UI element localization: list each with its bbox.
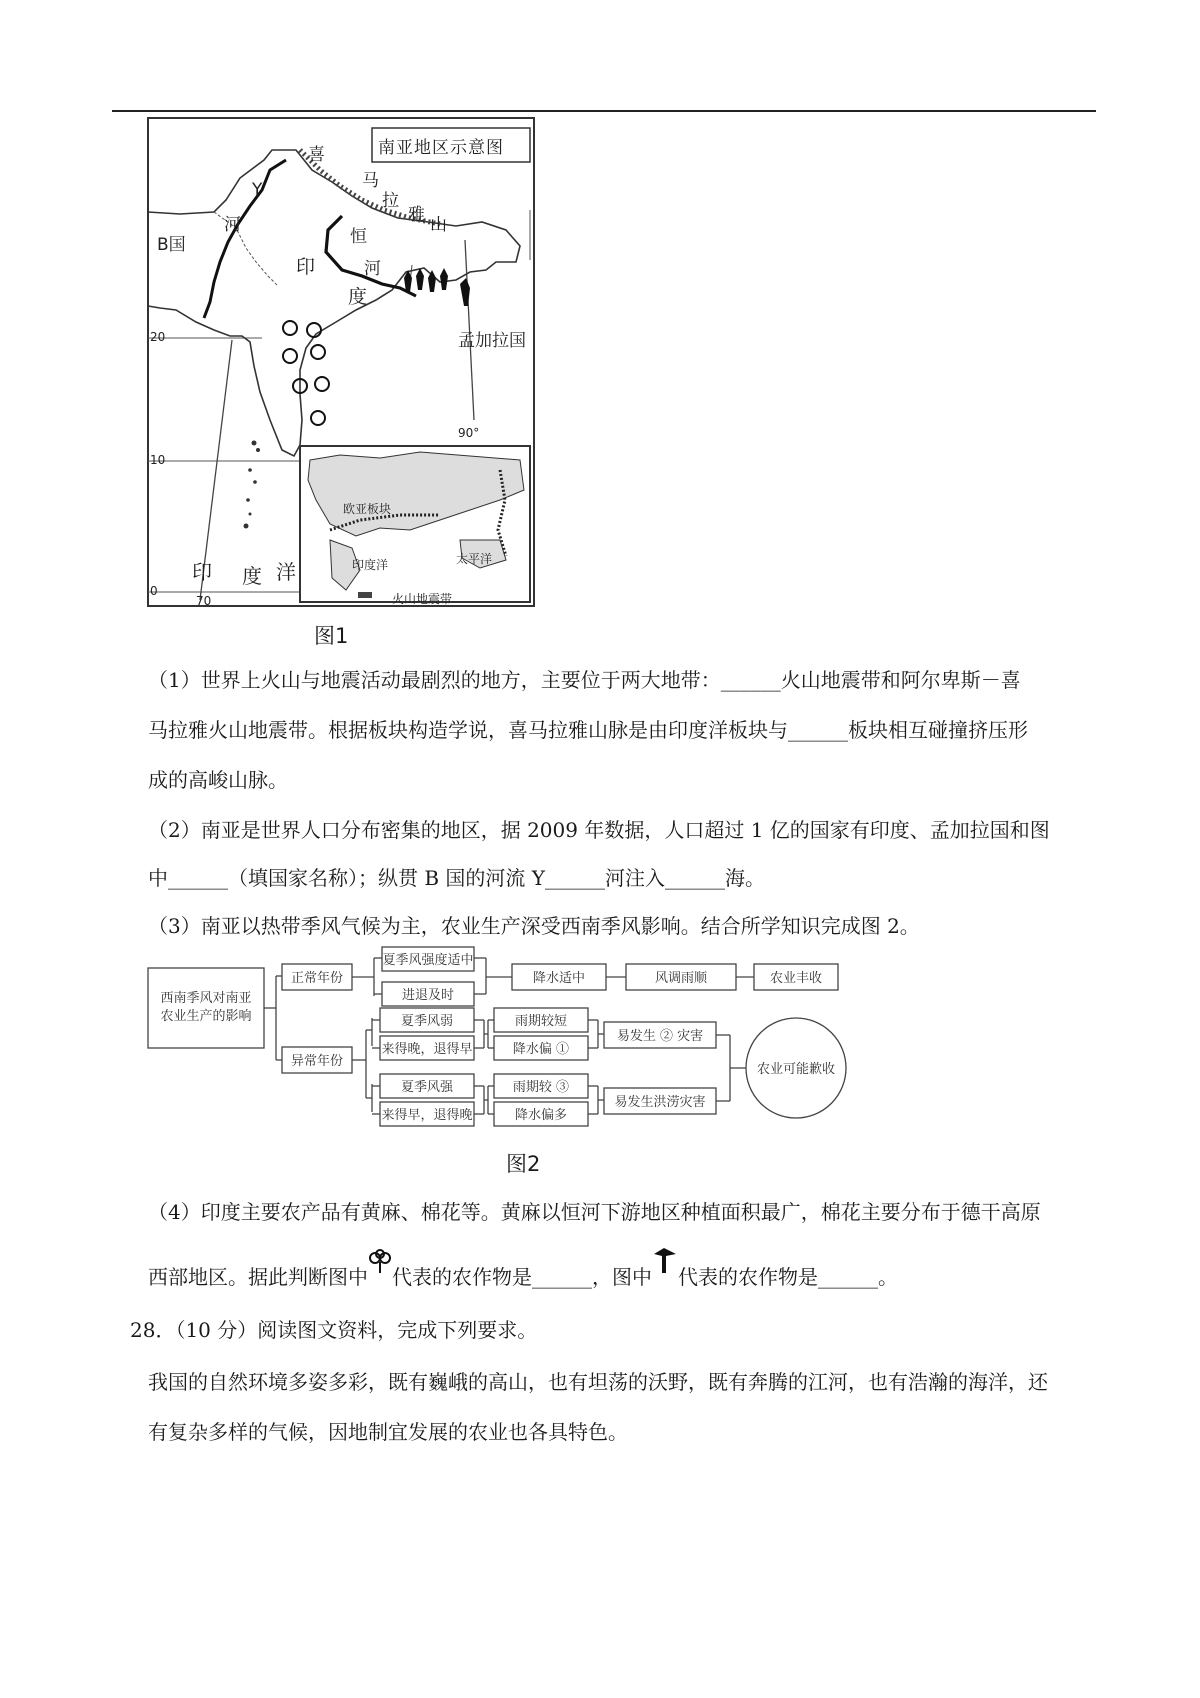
label-he-y: 河 [224,215,241,235]
label-shan: 山 [430,215,447,235]
q2-line-1: （2）南亚是世界人口分布密集的地区，据 2009 年数据，人口超过 1 亿的国家有印度、孟加拉国和图 [148,818,1050,842]
label-inset-legend: 火山地震带 [392,592,453,606]
q1-line-2: 马拉雅火山地震带。根据板块构造学说，喜马拉雅山脉是由印度洋板块与______板块相互碰撞挤压形 [148,718,1028,742]
label-ma: 马 [362,171,379,191]
label-lon-70: 70 [196,594,212,608]
label-xi: 喜 [308,145,325,165]
q28-para-line-2: 有复杂多样的气候，因地制宜发展的农业也各具特色。 [148,1420,628,1444]
fc-rainy-short: 雨期较短 [514,1014,568,1029]
label-lat-10: 10 [150,453,166,467]
fc-normal-year: 正常年份 [290,971,344,986]
south-asia-map [0,0,1200,640]
fc-precip-high: 降水偏多 [514,1108,568,1123]
fc-summer-monsoon-strong: 夏季风强 [400,1080,454,1095]
label-du: 度 [348,286,368,308]
label-inset-eurasia: 欧亚板块 [343,502,392,516]
label-ocean-yin: 印 [192,560,212,584]
fc-rainy-3: 雨期较 ③ [512,1080,570,1095]
q3-line-1: （3）南亚以热带季风气候为主，农业生产深受西南季风影响。结合所学知识完成图 2。 [148,914,920,938]
fc-good-weather: 风调雨顺 [654,971,708,986]
fc-flood: 易发生洪涝灾害 [614,1095,706,1110]
label-ya: 雅 [408,205,425,225]
fc-precip-low: 降水偏 ① [512,1042,570,1057]
q4-line-2a: 西部地区。据此判断图中 [148,1265,368,1289]
jute-icon [652,1244,678,1274]
figure-1-caption: 图1 [314,624,349,648]
label-bangladesh: 孟加拉国 [458,331,526,351]
label-lon-90: 90° [458,426,480,440]
label-ocean-du: 度 [242,564,262,588]
q4-line-1: （4）印度主要农产品有黄麻、棉花等。黄麻以恒河下游地区种植面积最广，棉花主要分布于德干高原 [148,1200,1041,1224]
fc-early-late: 来得早，退得晚 [381,1108,473,1123]
q4-line-2c: 代表的农作物是______。 [678,1265,898,1289]
figure-2-caption: 图2 [506,1152,541,1176]
q2-line-2: 中______（填国家名称）；纵贯 B 国的河流 Y______河注入______海。 [148,866,765,890]
fc-timely: 进退及时 [401,988,455,1003]
fc-prone-disaster-2: 易发生 ② 灾害 [616,1029,704,1044]
label-b-country: B国 [157,235,186,255]
label-ocean-yang: 洋 [276,560,296,584]
q1-line-1: （1）世界上火山与地震活动最剧烈的地方，主要位于两大地带：______火山地震带和阿尔卑斯－喜 [148,668,1021,692]
label-la: 拉 [382,191,399,211]
q4-line-2 [148,1256,898,1289]
label-inset-india: 印度洋 [352,558,389,572]
map-title: 南亚地区示意图 [378,138,504,158]
label-yin: 印 [296,256,316,278]
fc-summer-monsoon-weak: 夏季风弱 [400,1014,454,1029]
fc-crop-failure: 农业可能歉收 [756,1062,836,1077]
flowchart-diagram [0,950,1200,1130]
label-lat-20: 20 [150,330,166,344]
fc-root-line2: 农业生产的影响 [160,1009,252,1024]
fc-abnormal-year: 异常年份 [290,1054,344,1069]
q28-heading: 28．（10 分）阅读图文资料，完成下列要求。 [130,1318,538,1342]
label-river-y: Y [252,180,263,200]
q4-line-2b: 代表的农作物是______，图中 [392,1265,652,1289]
fc-root-line1: 西南季风对南亚 [160,991,252,1006]
label-lat-0: 0 [150,584,158,598]
q28-para-line-1: 我国的自然环境多姿多彩，既有巍峨的高山，也有坦荡的沃野，既有奔腾的江河，也有浩瀚的海洋，还 [148,1370,1048,1394]
fc-summer-monsoon-moderate: 夏季风强度适中 [382,953,474,968]
label-inset-pacific: 太平洋 [456,552,493,566]
cotton-icon [368,1250,392,1274]
q1-line-3: 成的高峻山脉。 [148,768,288,792]
fc-harvest: 农业丰收 [769,971,823,986]
fc-late-early: 来得晚，退得早 [381,1042,473,1057]
fc-precip-moderate: 降水适中 [532,971,586,986]
label-heng: 恒 [350,227,367,247]
label-he-ganges: 河 [364,259,381,279]
